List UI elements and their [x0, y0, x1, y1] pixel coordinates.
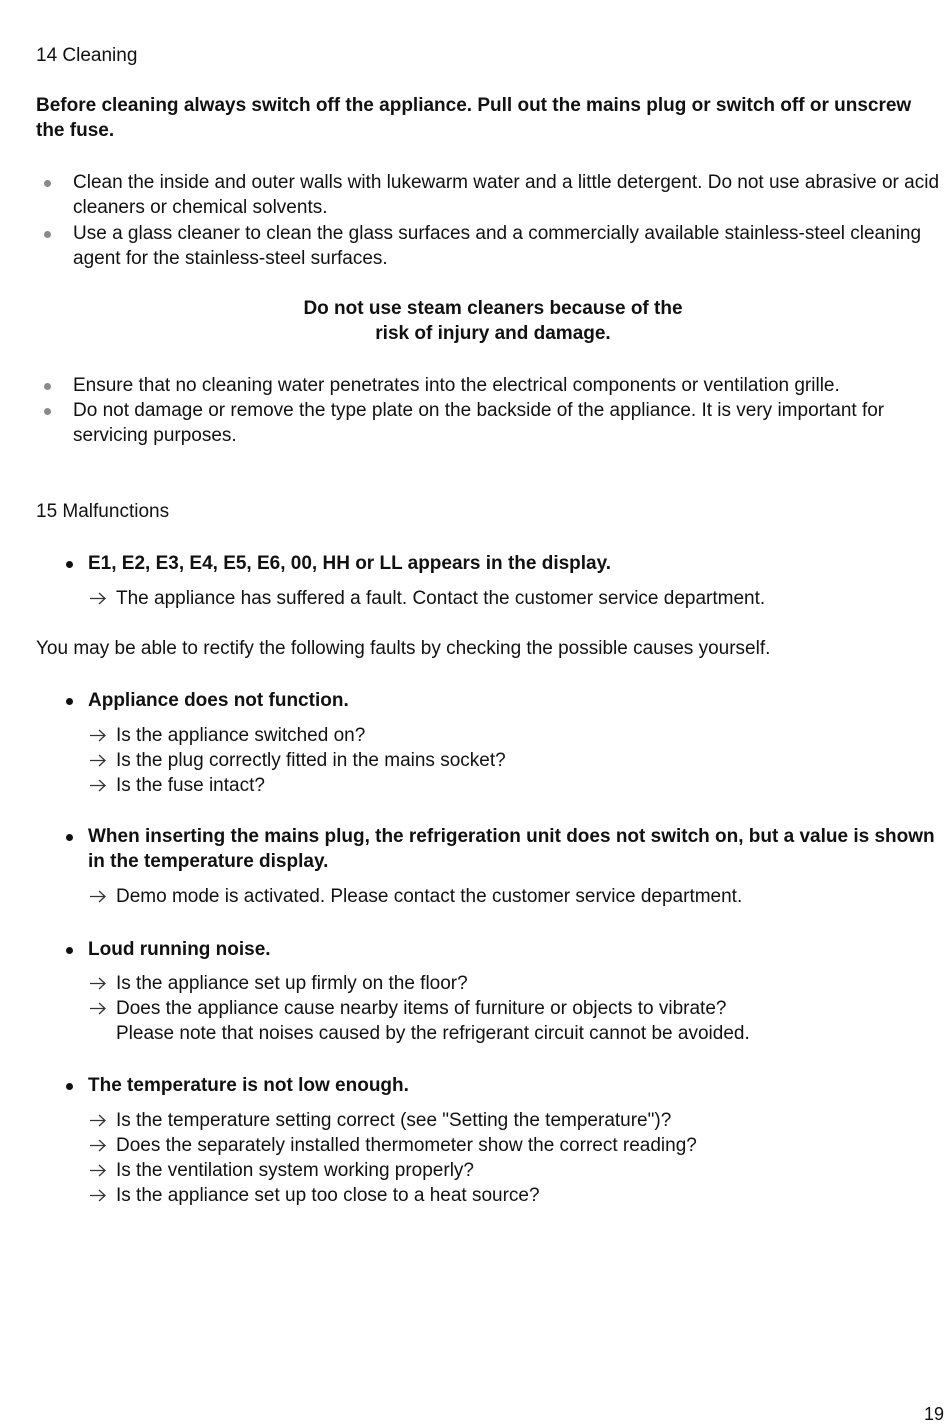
fault-heading: When inserting the mains plug, the refrigeration unit does not switch on, but a value is shown in the temperature display. — [88, 826, 935, 872]
cleaning-item: Do not damage or remove the type plate on the backside of the appliance. It is very important for servicing purposes. — [73, 400, 885, 446]
steam-warning-line-2: risk of injury and damage. — [375, 323, 611, 344]
fault-answer: Is the plug correctly fitted in the mains socket? — [116, 750, 506, 771]
right-arrow-icon — [88, 1108, 110, 1133]
right-arrow-icon — [88, 723, 110, 748]
fault-answer: Is the temperature setting correct (see "Setting the temperature")? — [116, 1110, 672, 1131]
bullet-dot — [44, 408, 51, 415]
cleaning-item: Clean the inside and outer walls with lukewarm water and a little detergent. Do not use abrasive or acid cleaners or chemical solvents. — [73, 172, 940, 218]
page-number: 19 — [923, 1404, 944, 1424]
steam-warning-line-1: Do not use steam cleaners because of the — [303, 298, 683, 319]
right-arrow-icon — [88, 996, 110, 1021]
fault-answer: Is the appliance switched on? — [116, 725, 366, 746]
cleaning-warning: Before cleaning always switch off the appliance. Pull out the mains plug or switch off or unscrew the fuse. — [36, 95, 912, 141]
fault-heading: Appliance does not function. — [88, 690, 349, 711]
right-arrow-icon — [88, 1183, 110, 1208]
right-arrow-icon — [88, 586, 110, 611]
malfunctions-intro: You may be able to rectify the following faults by checking the possible causes yourself. — [36, 638, 771, 659]
bullet-dot — [44, 383, 51, 390]
fault-answer: Demo mode is activated. Please contact the customer service department. — [116, 886, 743, 907]
fault-answer: The appliance has suffered a fault. Contact the customer service department. — [116, 588, 766, 609]
bullet-dot — [66, 947, 73, 954]
fault-answer: Is the ventilation system working properly? — [116, 1160, 474, 1181]
right-arrow-icon — [88, 884, 110, 909]
cleaning-item: Use a glass cleaner to clean the glass surfaces and a commercially available stainless-steel cleaning agent for the stainless-steel surfaces. — [73, 223, 922, 269]
fault-note: Please note that noises caused by the refrigerant circuit cannot be avoided. — [116, 1023, 750, 1044]
fault-heading: Loud running noise. — [88, 939, 271, 960]
right-arrow-icon — [88, 1158, 110, 1183]
right-arrow-icon — [88, 1133, 110, 1158]
right-arrow-icon — [88, 773, 110, 798]
fault-answer: Does the separately installed thermometer show the correct reading? — [116, 1135, 697, 1156]
right-arrow-icon — [88, 748, 110, 773]
fault-answer: Is the fuse intact? — [116, 775, 265, 796]
bullet-dot — [44, 231, 51, 238]
right-arrow-icon — [88, 971, 110, 996]
fault-answer: Is the appliance set up firmly on the floor? — [116, 973, 468, 994]
bullet-dot — [66, 561, 73, 568]
bullet-dot — [44, 180, 51, 187]
bullet-dot — [66, 834, 73, 841]
fault-answer: Is the appliance set up too close to a heat source? — [116, 1185, 540, 1206]
bullet-dot — [66, 1083, 73, 1090]
section-title-cleaning: 14 Cleaning — [36, 45, 138, 66]
bullet-dot — [66, 698, 73, 705]
section-title-malfunctions: 15 Malfunctions — [36, 501, 170, 522]
fault-heading: The temperature is not low enough. — [88, 1075, 409, 1096]
cleaning-item: Ensure that no cleaning water penetrates into the electrical components or ventilation grille. — [73, 375, 840, 396]
fault-answer: Does the appliance cause nearby items of furniture or objects to vibrate? — [116, 998, 727, 1019]
fault-heading: E1, E2, E3, E4, E5, E6, 00, HH or LL appears in the display. — [88, 553, 612, 574]
